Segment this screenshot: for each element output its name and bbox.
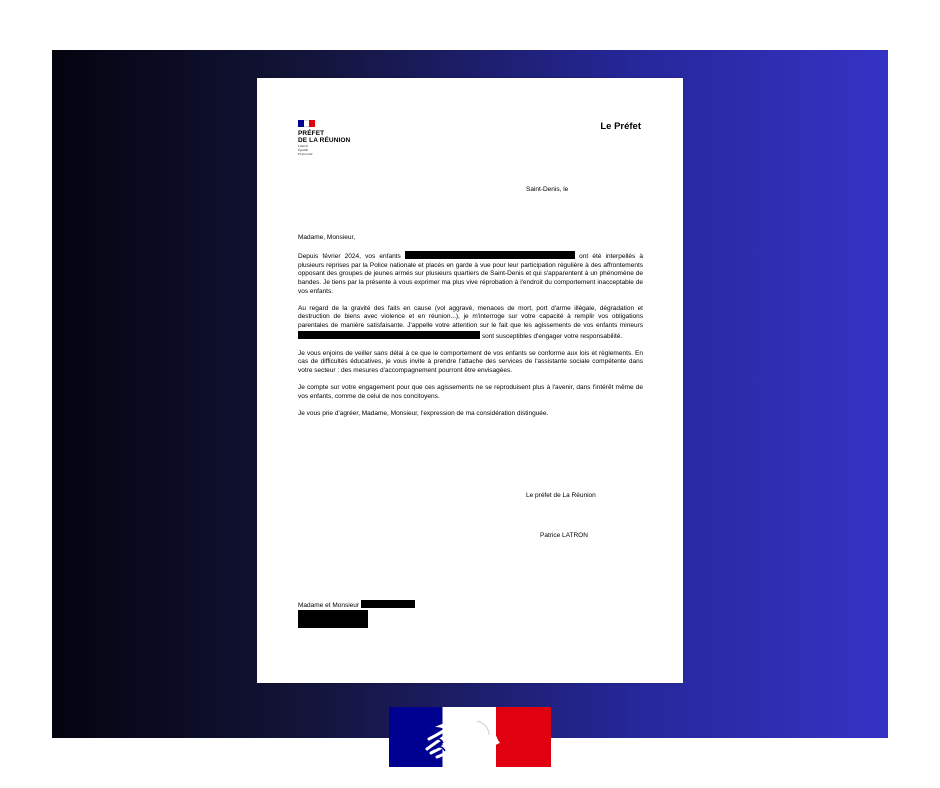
paragraph-1-start: Depuis février 2024, vos enfants	[298, 253, 401, 261]
paragraph-1	[298, 251, 643, 296]
signature-title: Le préfet de La Réunion	[526, 492, 596, 499]
salutation: Madame, Monsieur,	[298, 234, 356, 241]
paragraph-4: Je compte sur votre engagement pour que ces agissements ne se reproduisent plus à l'avenir, dans l'intérêt même de vos enfants, comme de celui de nos concitoyens.	[298, 384, 643, 400]
prefecture-logo	[298, 120, 350, 156]
paragraph-3: Je vous enjoins de veiller sans délai à ce que le comportement de vos enfants se conforme aux lois et règlements. En cas de difficultés éducatives, je vous invite à prendre l'attache des services de l'assistante sociale compétente dans votre secteur : des mesures d'accompagnement pourront être envisagées.	[298, 349, 643, 374]
header-title: Le Préfet	[600, 121, 641, 132]
motto-liberte: Liberté	[298, 144, 309, 148]
paragraph-2-start: Au regard de la gravité des faits en cause (vol aggravé, menaces de mort, port d'arme illégale, dégradation et destruction de biens avec violence et en réunion...), je m'interroge sur votre capacité à remplir vos obligations parentales de manière satisfaisante. J'appelle votre attention sur le fait que les agissements de vos enfants mineurs	[298, 304, 643, 329]
motto-egalite: Égalité	[298, 148, 309, 152]
logo-line-2: DE LA RÉUNION	[298, 137, 351, 144]
paragraph-2	[298, 305, 643, 341]
paragraph-2-rest: sont susceptibles d'engager votre responsabilité.	[481, 332, 623, 340]
redaction-bar	[405, 251, 575, 259]
redaction-bar	[298, 331, 480, 339]
logo-line-1: PRÉFET	[298, 130, 325, 137]
recipient-label: Madame et Monsieur	[298, 602, 360, 609]
paragraph-1-rest: ont été interpellés à plusieurs reprises par la Police nationale et placés en garde à vue pour leur participation régulière à des affrontements opposant des groupes de jeunes armés sur plusieurs quartiers de Saint-Denis et qui s'apparentent à un phénomène de bandes. Je tiens par la présente à vous exprimer ma plus vive réprobation à l'endroit du comportement inacceptable de vos enfants.	[298, 253, 643, 295]
redaction-bar	[361, 600, 415, 608]
marianne-icon	[389, 707, 551, 767]
paragraph-5: Je vous prie d'agréer, Madame, Monsieur, l'expression de ma considération distinguée.	[298, 409, 549, 417]
redaction-block	[298, 610, 368, 628]
letter-page	[257, 78, 683, 683]
tricolor-flag-icon	[298, 120, 315, 127]
motto-fraternite: Fraternité	[298, 152, 313, 156]
signature-name: Patrice LATRON	[540, 532, 588, 539]
recipient-line	[298, 600, 415, 609]
letter-body	[298, 234, 643, 427]
place-date: Saint-Denis, le	[526, 186, 569, 193]
